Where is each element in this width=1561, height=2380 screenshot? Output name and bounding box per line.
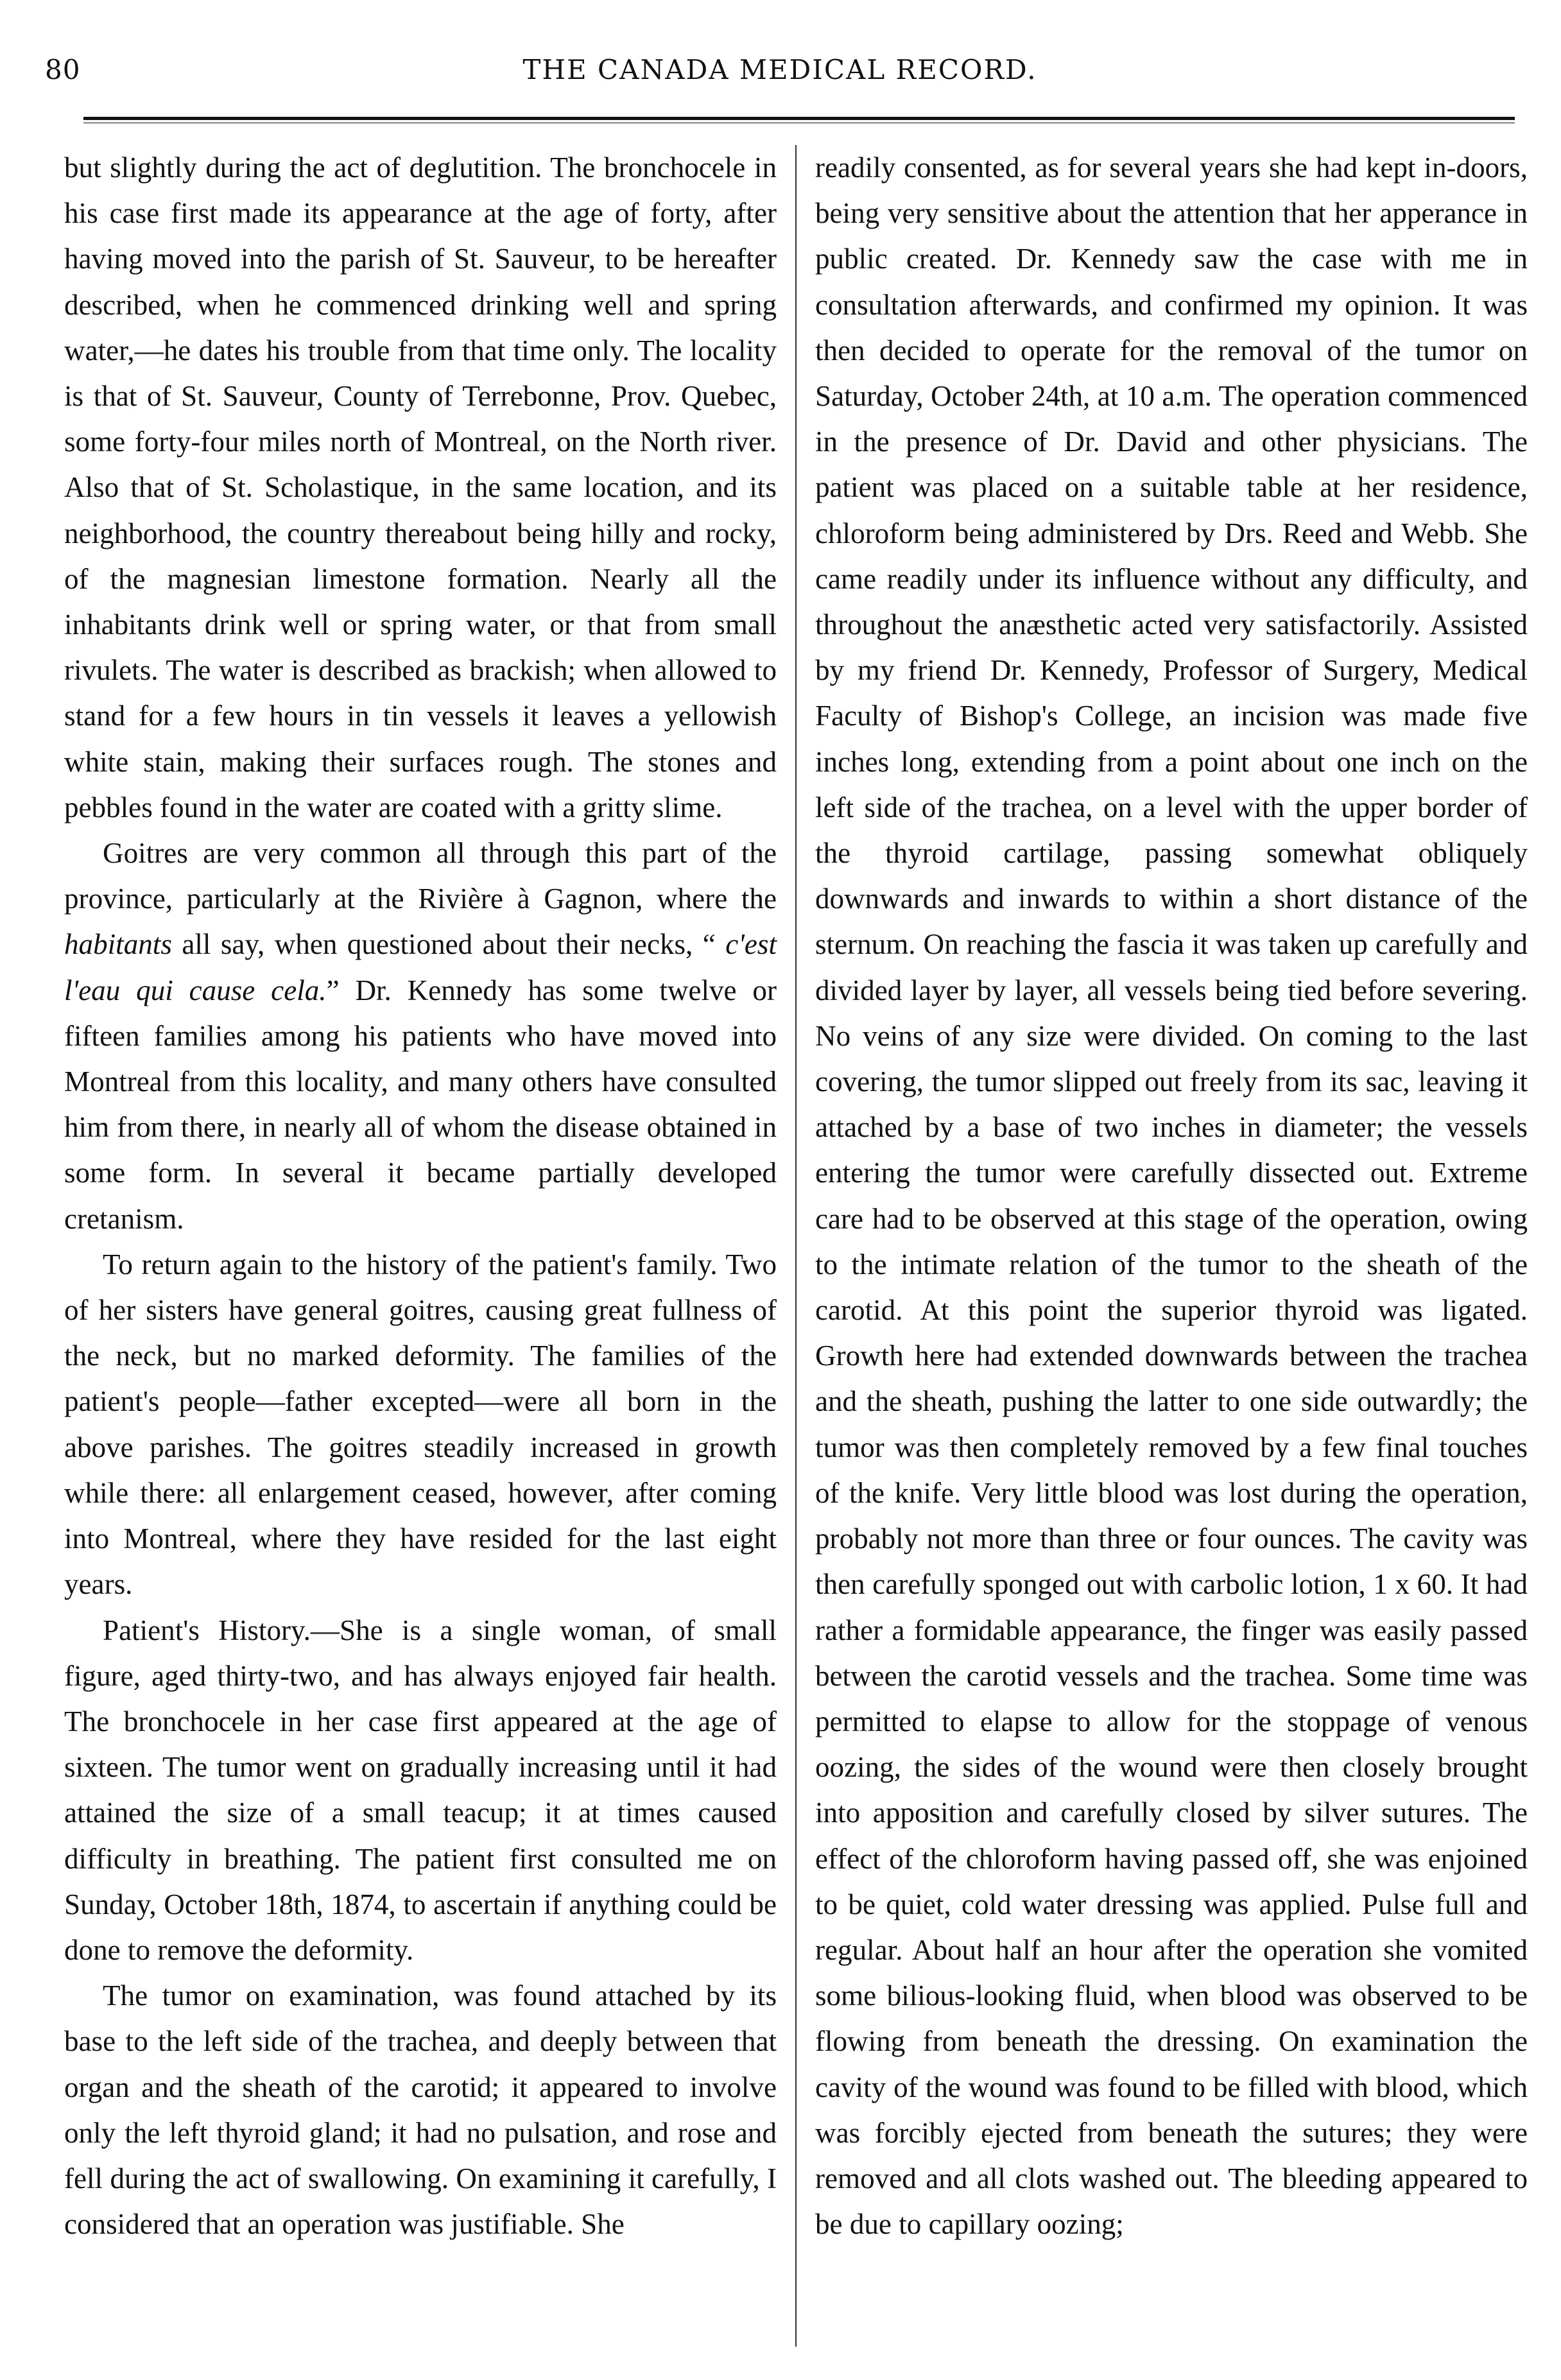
left-paragraph-2 (64, 831, 777, 1242)
left-paragraph-4: Patient's History.—She is a single woman, of small figure, aged thirty-two, and has always enjoyed fair health. The bronchocele in her case first appeared at the age of sixteen. The tumor went on gradually increasing until it had attained the size of a small teacup; it at times caused difficulty in breathing. The patient first consulted me on Sunday, October 18th, 1874, to ascertain if anything could be done to remove the deformity. (64, 1614, 777, 1966)
left-paragraph-5: The tumor on examination, was found attached by its base to the left side of the trachea, and deeply between that organ and the sheath of the carotid; it appeared to involve only the left thyroid gland; it had no pulsation, and rose and fell during the act of swallowing. On examining it carefully, I considered that an operation was justifiable. She (64, 1979, 777, 2241)
left-paragraph-2-part-a: Goitres are very common all through this part of the province, particularly at the Rivière à Gagnon, where the (64, 837, 777, 915)
left-paragraph-2-italic-habitants: habitants (64, 928, 172, 961)
left-paragraph-2-part-c: ” Dr. Kennedy has some twelve or fifteen families among his patients who have moved into Montreal from this locality, and many others have consulted him from there, in nearly all of whom the disease obtained in some form. In several it became partially developed cretanism. (64, 974, 777, 1235)
left-column (64, 145, 777, 2347)
document-page (32, 32, 1528, 2349)
page-number: 80 (45, 54, 81, 85)
page-header (32, 32, 1528, 83)
header-rule (83, 117, 1515, 123)
column-divider (795, 145, 797, 2347)
running-title: THE CANADA MEDICAL RECORD. (522, 54, 1037, 85)
left-paragraph-2-italic-quote: c'est l'eau qui cause cela. (64, 928, 777, 1006)
left-paragraph-3: To return again to the history of the patient's family. Two of her sisters have general goitres, causing great fullness of the neck, but no marked deformity. The families of the patient's people—father excepted—were all born in the above parishes. The goitres steadily increased in growth while there: all enlargement ceased, however, after coming into Montreal, where they have resided for the last eight years. (64, 1248, 777, 1601)
left-paragraph-1: but slightly during the act of deglutition. The bronchocele in his case first made its appearance at the age of forty, after having moved into the parish of St. Sauveur, to be hereafter described, when he commenced drinking well and spring water,—he dates his trouble from that time only. The locality is that of St. Sauveur, County of Terrebonne, Prov. Quebec, some forty-four miles north of Montreal, on the North river. Also that of St. Scholastique, in the same location, and its neighborhood, the country thereabout being hilly and rocky, of the magnesian limestone formation. Nearly all the inhabitants drink well or spring water, or that from small rivulets. The water is described as brackish; when allowed to stand for a few hours in tin vessels it leaves a yellowish white stain, making their surfaces rough. The stones and pebbles found in the water are coated with a gritty slime. (64, 151, 777, 824)
text-columns (64, 145, 1528, 2347)
right-column (815, 145, 1528, 2347)
left-paragraph-2-part-b: all say, when questioned about their necks, “ (171, 928, 726, 961)
right-paragraph-1: readily consented, as for several years she had kept in-doors, being very sensitive about the attention that her apperance in public created. Dr. Kennedy saw the case with me in consultation afterwards, and confirmed my opinion. It was then decided to operate for the removal of the tumor on Saturday, October 24th, at 10 a.m. The operation commenced in the presence of Dr. David and other physicians. The patient was placed on a suitable table at her residence, chloroform being administered by Drs. Reed and Webb. She came readily under its influence without any difficulty, and throughout the anæsthetic acted very satisfactorily. Assisted by my friend Dr. Kennedy, Professor of Surgery, Medical Faculty of Bishop's College, an incision was made five inches long, extending from a point about one inch on the left side of the trachea, on a level with the upper border of the thyroid cartilage, passing somewhat obliquely downwards and inwards to within a short distance of the sternum. On reaching the fascia it was taken up carefully and divided layer by layer, all vessels being tied before severing. No veins of any size were divided. On coming to the last covering, the tumor slipped out freely from its sac, leaving it attached by a base of two inches in diameter; the vessels entering the tumor were carefully dissected out. Extreme care had to be observed at this stage of the operation, owing to the intimate relation of the tumor to the sheath of the carotid. At this point the superior thyroid was ligated. Growth here had extended downwards between the trachea and the sheath, pushing the latter to one side outwardly; the tumor was then completely removed by a few final touches of the knife. Very little blood was lost during the operation, probably not more than three or four ounces. The cavity was then carefully sponged out with carbolic lotion, 1 x 60. It had rather a formidable appearance, the finger was easily passed between the carotid vessels and the trachea. Some time was permitted to elapse to allow for the stoppage of venous oozing, the sides of the wound were then closely brought into apposition and carefully closed by silver sutures. The effect of the chloroform having passed off, she was enjoined to be quiet, cold water dressing was applied. Pulse full and regular. About half an hour after the operation she vomited some bilious-looking fluid, when blood was observed to be flowing from beneath the dressing. On examination the cavity of the wound was found to be filled with blood, which was forcibly ejected from beneath the sutures; they were removed and all clots washed out. The bleeding appeared to be due to capillary oozing; (815, 151, 1528, 2241)
